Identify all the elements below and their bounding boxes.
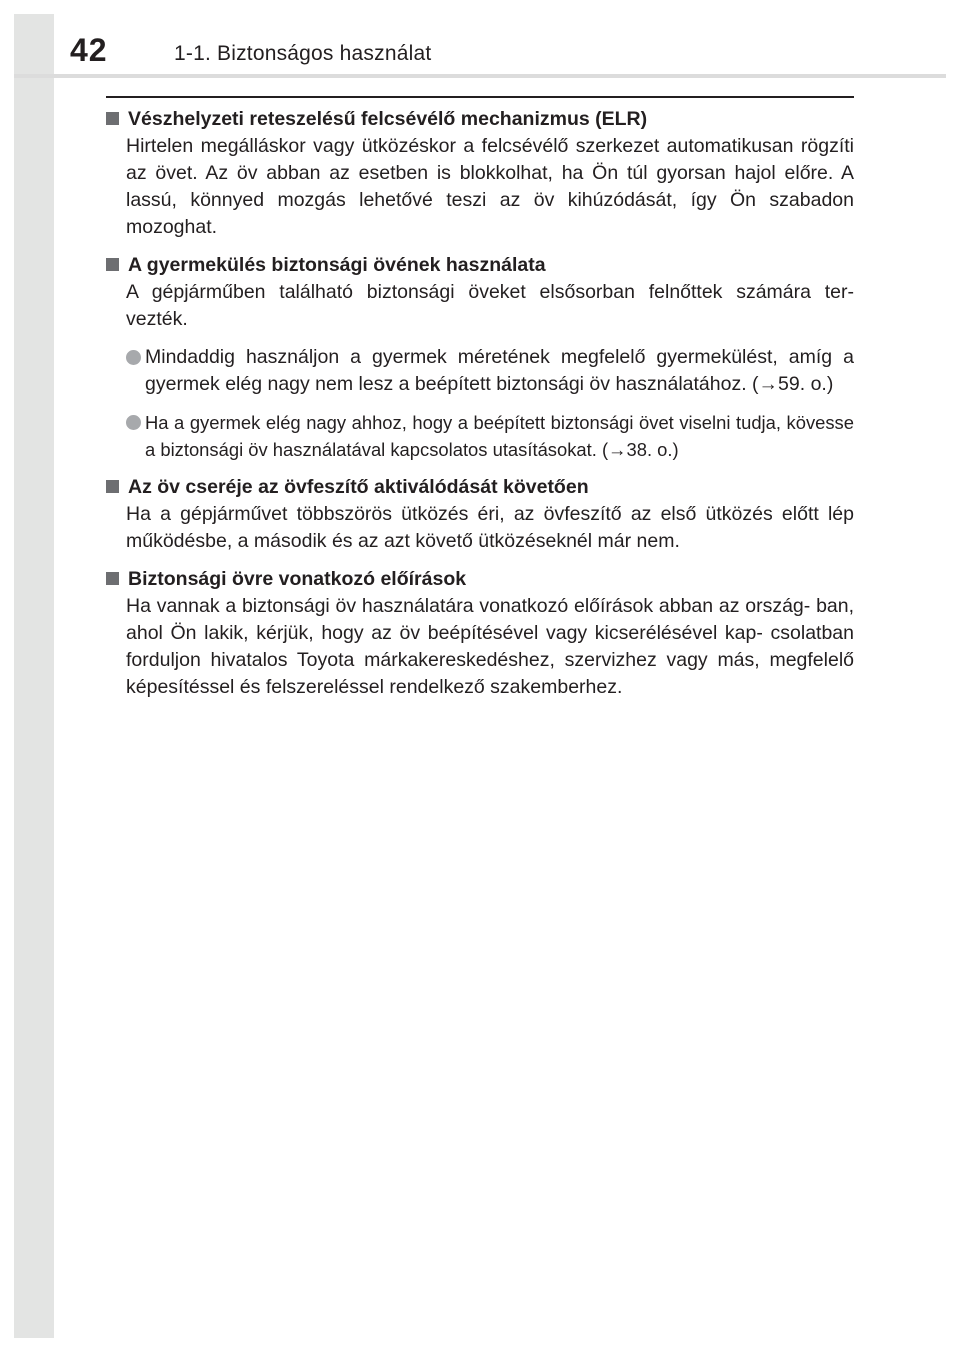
text-line: vezték.	[126, 308, 188, 330]
section-paragraph	[126, 279, 854, 333]
circle-bullet-icon	[126, 350, 141, 365]
section-paragraph	[126, 133, 854, 241]
text-line: Hirtelen megálláskor vagy ütközéskor a felcsévélő szerkezet automatikusan	[126, 135, 794, 157]
text-line: Ha vannak a biztonsági öv használatára vonatkozó előírások abban az ország-	[126, 595, 811, 617]
text-line: (→59. o.)	[752, 373, 834, 395]
chapter-section-title: 1-1. Biztonságos használat	[174, 42, 432, 65]
section-heading-text: Az öv cseréje az övfeszítő aktiválódását követően	[128, 476, 589, 498]
list-item	[126, 409, 854, 463]
text-line: más, megfelelő képesítéssel és felszereléssel rendelkező szakemberhez.	[126, 649, 854, 698]
section-heading-text: A gyermekülés biztonsági övének használata	[128, 254, 546, 276]
square-bullet-icon	[106, 572, 119, 585]
section-heading-text: Vészhelyzeti reteszelésű felcsévélő mechanizmus (ELR)	[128, 108, 648, 130]
section-heading	[106, 252, 854, 279]
section-paragraph	[126, 593, 854, 701]
section-heading	[106, 566, 854, 593]
text-line: előre. A lassú, könnyed mozgás lehetővé teszi az öv kihúzódását, így Ön	[126, 162, 855, 211]
text-line: Ha a gépjárművet többszörös ütközés éri, az övfeszítő az első ütközés előtt	[126, 503, 819, 525]
square-bullet-icon	[106, 258, 119, 271]
text-line: ban, ahol Ön lakik, kérjük, hogy az öv beépítésével vagy kicserélésével kap-	[126, 595, 855, 644]
text-line: Mindaddig használjon a gyermek méretének megfelelő gyermekülést, amíg	[145, 346, 833, 368]
text-line: szabadon mozoghat.	[126, 189, 854, 238]
text-line: csolatban forduljon hivatalos Toyota márkakereskedéshez, szervizhez vagy	[126, 622, 854, 671]
square-bullet-icon	[106, 480, 119, 493]
section-heading	[106, 106, 854, 133]
content-top-rule	[106, 96, 854, 98]
circle-bullet-icon	[126, 415, 141, 430]
section-heading	[106, 474, 854, 501]
text-line: lép működésbe, a második és az azt követő ütközéseknél már nem.	[126, 503, 854, 552]
text-line: Ha a gyermek elég nagy ahhoz, hogy a beépített biztonsági övet viselni tudja,	[145, 412, 781, 433]
text-line: a gyermek elég nagy nem lesz a beépített biztonsági öv használatához.	[145, 346, 855, 395]
section-heading-text: Biztonsági övre vonatkozó előírások	[128, 568, 467, 590]
text-line: A gépjárműben található biztonsági öveket elsősorban felnőttek számára ter-	[126, 281, 854, 303]
header-divider	[14, 74, 946, 78]
square-bullet-icon	[106, 112, 119, 125]
page-margin-strip	[14, 14, 54, 1338]
text-line: kövesse a biztonsági öv használatával kapcsolatos utasításokat. (→38. o.)	[145, 412, 854, 460]
section-paragraph	[126, 501, 854, 555]
page-content	[106, 106, 854, 701]
list-item	[126, 344, 854, 398]
page-number: 42	[70, 32, 108, 68]
text-line: rögzíti az övet. Az öv abban az esetben is blokkolhat, ha Ön túl gyorsan hajol	[126, 135, 854, 184]
